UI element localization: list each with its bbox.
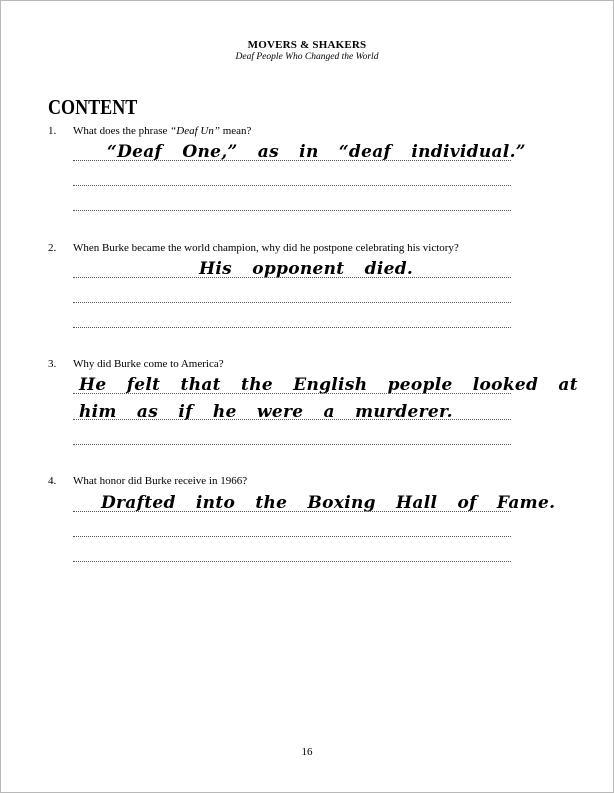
answer-4-line-1: Drafted into the Boxing Hall of Fame.	[101, 493, 556, 513]
answer-line	[73, 277, 511, 278]
question-emphasis: “Deaf Un”	[170, 125, 220, 137]
section-heading: CONTENT	[48, 95, 138, 119]
answer-line	[73, 302, 511, 303]
question-text-end: mean?	[219, 125, 252, 137]
book-title: MOVERS & SHAKERS	[247, 39, 367, 51]
question-text: What does the phrase	[73, 125, 171, 137]
answer-line	[73, 444, 511, 445]
answer-line	[73, 561, 511, 562]
answer-3-line-2: him as if he were a murderer.	[79, 402, 453, 422]
question-2	[48, 242, 459, 254]
answer-line	[73, 511, 511, 512]
answer-1-line-1: “Deaf One,” as in “deaf individual.”	[107, 142, 526, 162]
answer-line	[73, 210, 511, 211]
answer-2-line-1: His opponent died.	[199, 259, 414, 279]
worksheet-page	[1, 1, 613, 792]
question-1	[48, 125, 251, 137]
page-number: 16	[301, 746, 313, 758]
question-number: 1.	[48, 125, 57, 137]
answer-line	[73, 393, 511, 394]
question-number: 2.	[48, 242, 57, 254]
question-text: When Burke became the world champion, why did he postpone celebrating his victory?	[73, 242, 459, 254]
question-text: What honor did Burke receive in 1966?	[73, 475, 248, 487]
question-number: 4.	[48, 475, 57, 487]
question-text: Why did Burke come to America?	[73, 358, 224, 370]
answer-line	[73, 419, 511, 420]
answer-line	[73, 536, 511, 537]
question-number: 3.	[48, 358, 57, 370]
question-3	[48, 358, 224, 370]
answer-line	[73, 160, 511, 161]
answer-3-line-1: He felt that the English people looked at	[79, 375, 578, 395]
answer-line	[73, 327, 511, 328]
book-subtitle: Deaf People Who Changed the World	[235, 52, 379, 62]
question-4	[48, 475, 247, 487]
answer-line	[73, 185, 511, 186]
